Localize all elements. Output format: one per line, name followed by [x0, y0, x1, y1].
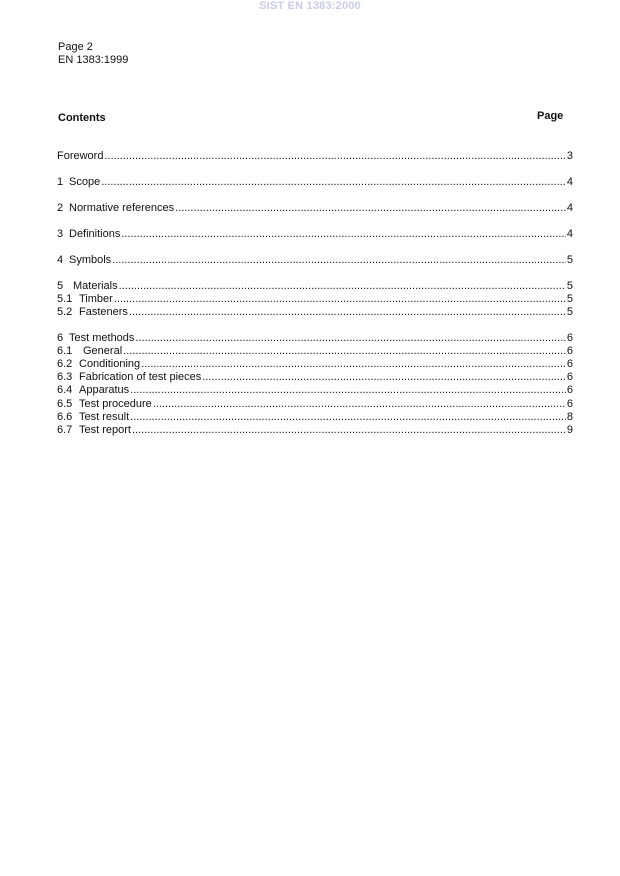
- toc-entry[interactable]: [57, 424, 573, 437]
- contents-heading: Contents: [58, 112, 106, 124]
- toc-entry-number: 5.1: [57, 293, 73, 305]
- toc-entry-number: 6.5: [57, 398, 73, 410]
- toc-dot-leader: [141, 358, 566, 371]
- toc-entry[interactable]: [57, 150, 573, 163]
- toc-dot-leader: [132, 424, 566, 437]
- toc-entry-page-number: 6: [566, 345, 573, 357]
- toc-entry-number: 3: [57, 228, 64, 240]
- toc-entry-page-number: 5: [566, 293, 573, 305]
- page-header: [58, 41, 128, 67]
- toc-entry-number: 5.2: [57, 306, 73, 318]
- toc-entry-title: Test procedure: [79, 398, 152, 410]
- toc-entry-page-number: 4: [566, 176, 573, 188]
- toc-entry-title: Test methods: [69, 332, 135, 344]
- toc-dot-leader: [101, 176, 566, 189]
- toc-entry-title: Fabrication of test pieces: [79, 371, 202, 383]
- toc-dot-leader: [121, 228, 566, 241]
- toc-dot-leader: [130, 411, 566, 424]
- toc-entry[interactable]: [57, 280, 573, 293]
- toc-dot-leader: [202, 371, 566, 384]
- toc-entry-number: 4: [57, 254, 64, 266]
- toc-dot-leader: [130, 384, 566, 397]
- toc-entry-number: 1: [57, 176, 64, 188]
- document-id: EN 1383:1999: [58, 54, 129, 66]
- toc-dot-leader: [112, 254, 566, 267]
- toc-entry[interactable]: [57, 398, 573, 411]
- toc-entry[interactable]: [57, 306, 573, 319]
- toc-entry-page-number: 6: [566, 371, 573, 383]
- toc-dot-leader: [129, 306, 566, 319]
- toc-entry-title: Conditioning: [79, 358, 141, 370]
- toc-entry[interactable]: [57, 384, 573, 397]
- toc-entry-number: 6.4: [57, 384, 73, 396]
- toc-entry-page-number: 4: [566, 228, 573, 240]
- toc-dot-leader: [175, 202, 566, 215]
- toc-entry-title: Definitions: [69, 228, 121, 240]
- toc-entry-title: Normative references: [69, 202, 175, 214]
- toc-dot-leader: [135, 332, 565, 345]
- toc-entry-title: Symbols: [69, 254, 112, 266]
- toc-entry-number: 6.3: [57, 371, 73, 383]
- toc-entry-page-number: 3: [566, 150, 573, 162]
- toc-entry-page-number: 9: [566, 424, 573, 436]
- toc-entry-page-number: 6: [566, 358, 573, 370]
- toc-entry[interactable]: [57, 293, 573, 306]
- toc-entry-title: Test report: [79, 424, 131, 436]
- toc-entry[interactable]: [57, 254, 573, 267]
- toc-entry[interactable]: [57, 176, 573, 189]
- toc-entry[interactable]: [57, 345, 573, 358]
- toc-entry-number: 6.6: [57, 411, 73, 423]
- toc-entry-title: Test result: [79, 411, 130, 423]
- toc-entry-page-number: 4: [566, 202, 573, 214]
- toc-entry-number: 6.2: [57, 358, 73, 370]
- toc-entry-title: Fasteners: [79, 306, 128, 318]
- toc-entry-number: 6: [57, 332, 64, 344]
- toc-entry[interactable]: [57, 202, 573, 215]
- toc-entry-page-number: 5: [566, 306, 573, 318]
- toc-entry-page-number: 5: [566, 254, 573, 266]
- toc-dot-leader: [114, 293, 566, 306]
- toc-entry-number: 2: [57, 202, 64, 214]
- toc-entry-page-number: 6: [566, 398, 573, 410]
- toc-entry-title: Scope: [69, 176, 101, 188]
- toc-entry-number: 6.7: [57, 424, 73, 436]
- toc-entry-title: Timber: [79, 293, 113, 305]
- toc-entry-number: 5: [57, 280, 64, 292]
- toc-entry-page-number: 8: [566, 411, 573, 423]
- toc-entry[interactable]: [57, 411, 573, 424]
- toc-entry[interactable]: [57, 371, 573, 384]
- toc-dot-leader: [123, 345, 566, 358]
- toc-entry-title: Foreword: [57, 150, 104, 162]
- watermark: SIST EN 1383:2000: [259, 0, 361, 12]
- toc-dot-leader: [119, 280, 566, 293]
- toc-dot-leader: [104, 150, 565, 163]
- toc-entry[interactable]: [57, 332, 573, 345]
- toc-entry-title: General: [83, 345, 123, 357]
- toc-entry-page-number: 5: [566, 280, 573, 292]
- toc-dot-leader: [153, 398, 566, 411]
- toc-entry-title: Apparatus: [79, 384, 130, 396]
- toc-entry-page-number: 6: [566, 332, 573, 344]
- toc-entry[interactable]: [57, 358, 573, 371]
- page-label: Page 2: [58, 41, 93, 53]
- toc-entry-title: Materials: [73, 280, 118, 292]
- toc-entry[interactable]: [57, 228, 573, 241]
- toc-entry-page-number: 6: [566, 384, 573, 396]
- toc-entry-number: 6.1: [57, 345, 73, 357]
- page-column-heading: Page: [537, 110, 564, 122]
